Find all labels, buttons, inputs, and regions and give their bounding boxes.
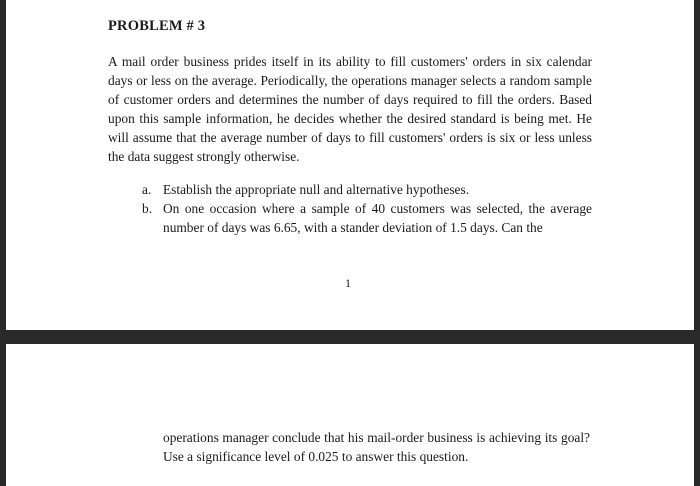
document-page-2 (6, 344, 694, 486)
question-list (142, 180, 592, 237)
question-text-a: Establish the appropriate null and alternative hypotheses. (163, 182, 470, 197)
question-text-b: On one occasion where a sample of 40 customers was selected, the average number of days was 6.65, with a stander deviation of 1.5 days. Can the (163, 201, 592, 235)
question-item-a (142, 180, 592, 199)
question-continuation: operations manager conclude that his mail-order business is achieving its goal? Use a significance level of 0.025 to answer this question. (163, 430, 590, 464)
question-item-b (142, 199, 592, 237)
page-number: 1 (345, 276, 351, 290)
question-marker-b: b. (142, 201, 153, 216)
question-marker-a: a. (142, 182, 152, 197)
problem-paragraph: A mail order business prides itself in its ability to fill customers' orders in six calendar days or less on the average. Periodically, the operations manager selects a random sample of customer orders and determines the number of days required to fill the orders. Based upon this sample information, he decides whether the desired standard is being met. He will assume that the average number of days to fill customers' orders is six or less unless the data suggest strongly otherwise. (108, 54, 592, 164)
document-page-1 (6, 0, 694, 330)
problem-heading: PROBLEM # 3 (108, 18, 206, 34)
